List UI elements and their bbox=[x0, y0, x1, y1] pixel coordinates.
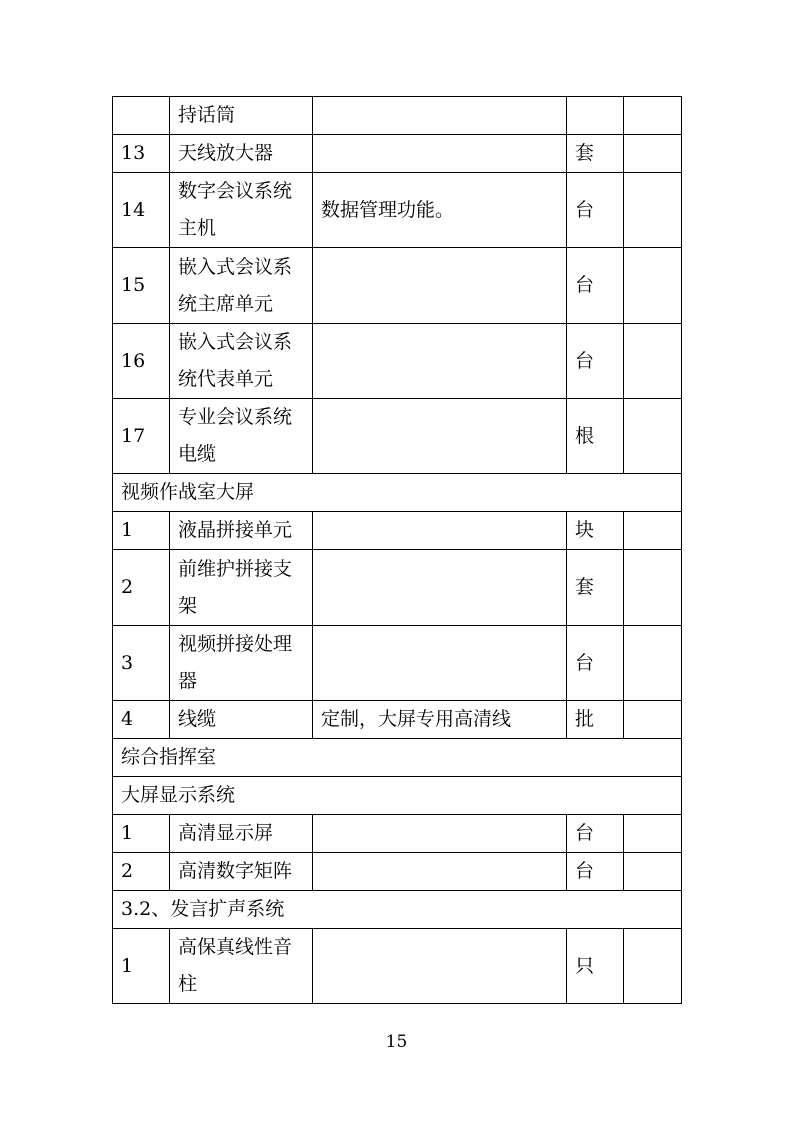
section-header-row bbox=[113, 891, 682, 929]
item-spec bbox=[313, 248, 567, 324]
item-spec bbox=[313, 135, 567, 173]
section-header-row bbox=[113, 739, 682, 777]
item-spec bbox=[313, 399, 567, 474]
item-spec bbox=[313, 929, 567, 1004]
item-name: 嵌入式会议系统主席单元 bbox=[170, 248, 313, 324]
section-header-video-room: 视频作战室大屏 bbox=[113, 474, 682, 512]
item-name: 液晶拼接单元 bbox=[170, 512, 313, 550]
item-blank bbox=[624, 550, 682, 626]
item-number: 13 bbox=[113, 135, 170, 173]
table-row bbox=[113, 853, 682, 891]
item-spec bbox=[313, 512, 567, 550]
item-name: 线缆 bbox=[170, 701, 313, 739]
section-header-command-room: 综合指挥室 bbox=[113, 739, 682, 777]
item-number: 4 bbox=[113, 701, 170, 739]
item-spec bbox=[313, 626, 567, 701]
item-spec bbox=[313, 97, 567, 135]
item-spec: 定制，大屏专用高清线 bbox=[313, 701, 567, 739]
item-spec bbox=[313, 853, 567, 891]
item-unit: 台 bbox=[567, 815, 624, 853]
section-header-row bbox=[113, 777, 682, 815]
item-blank bbox=[624, 248, 682, 324]
item-blank bbox=[624, 929, 682, 1004]
item-blank bbox=[624, 853, 682, 891]
item-name: 嵌入式会议系统代表单元 bbox=[170, 324, 313, 399]
item-blank bbox=[624, 97, 682, 135]
table-row bbox=[113, 701, 682, 739]
page-number: 15 bbox=[385, 1032, 408, 1052]
item-name: 高保真线性音柱 bbox=[170, 929, 313, 1004]
item-unit: 台 bbox=[567, 626, 624, 701]
item-name: 高清数字矩阵 bbox=[170, 853, 313, 891]
item-number: 3 bbox=[113, 626, 170, 701]
item-spec: 数据管理功能。 bbox=[313, 173, 567, 248]
table-row bbox=[113, 550, 682, 626]
item-unit: 根 bbox=[567, 399, 624, 474]
item-spec bbox=[313, 815, 567, 853]
item-name: 天线放大器 bbox=[170, 135, 313, 173]
item-name: 前维护拼接支架 bbox=[170, 550, 313, 626]
equipment-table bbox=[112, 96, 682, 1004]
table-row bbox=[113, 324, 682, 399]
table-row bbox=[113, 815, 682, 853]
section-header-display-system: 大屏显示系统 bbox=[113, 777, 682, 815]
table-row bbox=[113, 399, 682, 474]
item-blank bbox=[624, 701, 682, 739]
item-unit: 只 bbox=[567, 929, 624, 1004]
item-spec bbox=[313, 324, 567, 399]
section-header-row bbox=[113, 474, 682, 512]
item-unit: 套 bbox=[567, 135, 624, 173]
item-spec bbox=[313, 550, 567, 626]
item-name: 视频拼接处理器 bbox=[170, 626, 313, 701]
item-name: 高清显示屏 bbox=[170, 815, 313, 853]
item-unit: 台 bbox=[567, 173, 624, 248]
item-blank bbox=[624, 324, 682, 399]
table-row bbox=[113, 135, 682, 173]
item-unit bbox=[567, 97, 624, 135]
table-row bbox=[113, 97, 682, 135]
item-number: 1 bbox=[113, 929, 170, 1004]
item-unit: 台 bbox=[567, 853, 624, 891]
item-unit: 块 bbox=[567, 512, 624, 550]
item-number: 14 bbox=[113, 173, 170, 248]
item-name: 专业会议系统电缆 bbox=[170, 399, 313, 474]
item-name: 持话筒 bbox=[170, 97, 313, 135]
item-number: 2 bbox=[113, 550, 170, 626]
item-number: 15 bbox=[113, 248, 170, 324]
table-row bbox=[113, 173, 682, 248]
table-row bbox=[113, 626, 682, 701]
item-unit: 台 bbox=[567, 324, 624, 399]
item-blank bbox=[624, 815, 682, 853]
item-number: 17 bbox=[113, 399, 170, 474]
item-name: 数字会议系统主机 bbox=[170, 173, 313, 248]
item-blank bbox=[624, 512, 682, 550]
table-row bbox=[113, 248, 682, 324]
section-header-speech-system: 3.2、发言扩声系统 bbox=[113, 891, 682, 929]
item-unit: 批 bbox=[567, 701, 624, 739]
item-number: 1 bbox=[113, 815, 170, 853]
item-blank bbox=[624, 135, 682, 173]
item-number: 2 bbox=[113, 853, 170, 891]
item-number bbox=[113, 97, 170, 135]
table-row bbox=[113, 512, 682, 550]
item-blank bbox=[624, 173, 682, 248]
item-blank bbox=[624, 399, 682, 474]
item-unit: 套 bbox=[567, 550, 624, 626]
item-number: 16 bbox=[113, 324, 170, 399]
item-number: 1 bbox=[113, 512, 170, 550]
table-row bbox=[113, 929, 682, 1004]
item-blank bbox=[624, 626, 682, 701]
item-unit: 台 bbox=[567, 248, 624, 324]
